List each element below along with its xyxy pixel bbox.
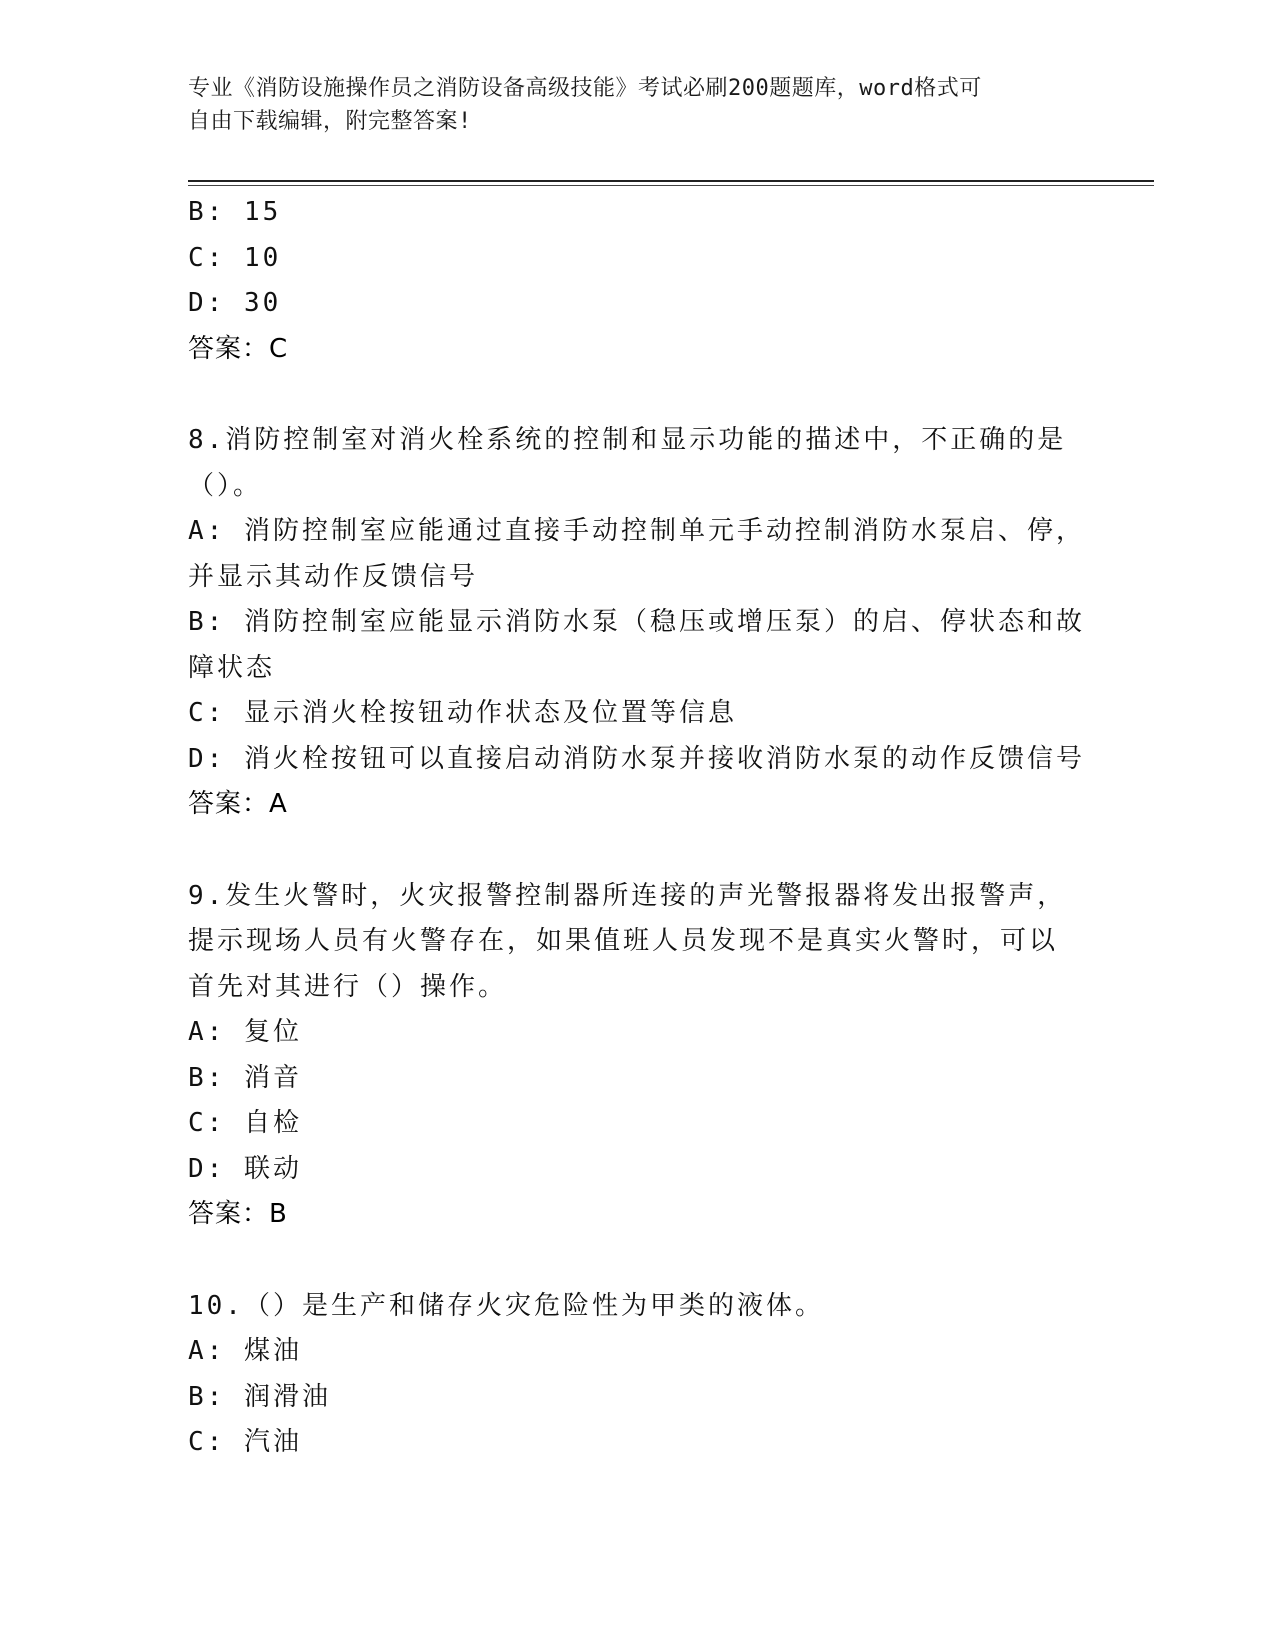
question-stem-line-2: 提示现场人员有火警存在，如果值班人员发现不是真实火警时，可以 <box>188 926 1059 956</box>
option-b-line-1: B: 消防控制室应能显示消防水泵（稳压或增压泵）的启、停状态和故 <box>188 607 1085 637</box>
header-line-1: 专业《消防设施操作员之消防设备高级技能》考试必刷200题题库，word格式可 <box>188 76 982 101</box>
option-c: C: 汽油 <box>188 1427 302 1457</box>
question-stem-line-1: 9.发生火警时，火灾报警控制器所连接的声光警报器将发出报警声， <box>188 880 1067 911</box>
option-d: D: 30 <box>188 288 282 318</box>
question-8 <box>188 418 1088 828</box>
option-c: C: 10 <box>188 242 282 273</box>
question-stem-line-3: 首先对其进行（）操作。 <box>188 971 508 1002</box>
answer-line: 答案：B <box>188 1199 288 1229</box>
spacer <box>188 372 1088 418</box>
option-d: D: 联动 <box>188 1153 302 1184</box>
spacer <box>188 1238 1088 1284</box>
header-rule-thick <box>188 180 1154 182</box>
answer-line: 答案：A <box>188 789 288 819</box>
option-b: B: 15 <box>188 197 282 227</box>
option-a-line-2: 并显示其动作反馈信号 <box>188 561 479 592</box>
header-rule-thin <box>188 185 1154 186</box>
answer-line: 答案：C <box>188 333 289 364</box>
document-body <box>188 190 1088 1466</box>
question-9 <box>188 874 1088 1238</box>
question-10 <box>188 1284 1088 1466</box>
option-a-line-1: A: 消防控制室应能通过直接手动控制单元手动控制消防水泵启、停， <box>188 516 1085 546</box>
option-d: D: 消火栓按钮可以直接启动消防水泵并接收消防水泵的动作反馈信号 <box>188 743 1085 774</box>
option-b-line-2: 障状态 <box>188 652 276 683</box>
option-b: B: 消音 <box>188 1062 302 1093</box>
document-header <box>188 72 1068 138</box>
option-c: C: 显示消火栓按钮动作状态及位置等信息 <box>188 698 737 728</box>
option-a: A: 煤油 <box>188 1336 302 1366</box>
spacer <box>188 828 1088 874</box>
option-b: B: 润滑油 <box>188 1381 331 1412</box>
option-a: A: 复位 <box>188 1017 302 1047</box>
question-stem-line-1: 8.消防控制室对消火栓系统的控制和显示功能的描述中，不正确的是 <box>188 425 1067 455</box>
question-7-tail <box>188 190 1088 372</box>
question-stem: 10.（）是生产和储存火灾危险性为甲类的液体。 <box>188 1290 824 1321</box>
option-c: C: 自检 <box>188 1108 302 1138</box>
header-line-2: 自由下载编辑，附完整答案! <box>188 109 472 134</box>
question-stem-line-2: （）。 <box>188 470 263 501</box>
